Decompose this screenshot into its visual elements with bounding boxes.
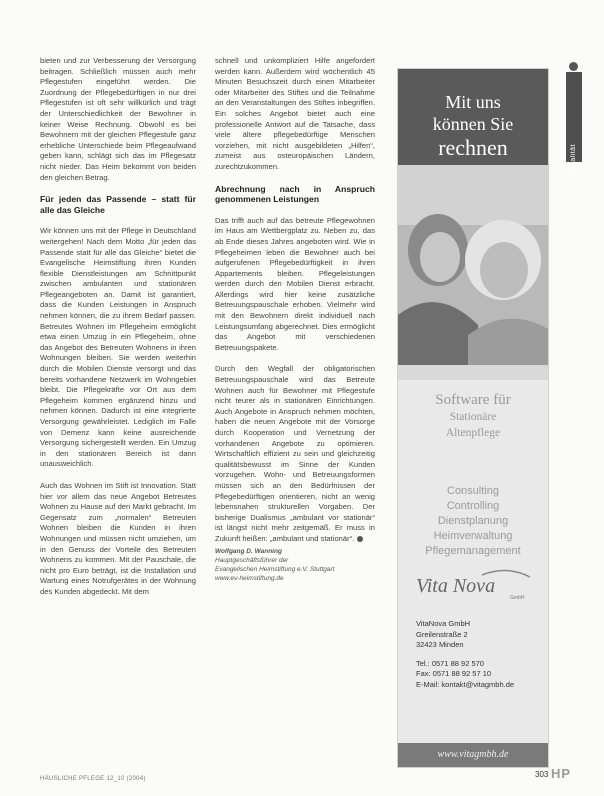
ad-service-item: Controlling [446,500,500,512]
ad-software-block [398,391,548,441]
ad-headline [398,69,548,165]
ad-service-item: Heimverwaltung [433,530,513,542]
section-tab [566,72,582,173]
logo-subtext: GmbH [510,595,525,601]
paragraph: schnell und unkompliziert Hilfe angefordert werden kann. Außerdem wird wöchentlich 45 Minuten Besuchszeit durch einen Mitarbeiter oder Mitarbeiter des Stiftes und die Teilnahme an den Veranstaltungen des Stiftes inbegriffen. Ein solches Angebot bietet auch eine professionelle Antwort auf die Tatsache, dass viele ältere pflegebedürftige Menschen vorziehen, mit nicht ausgebildeten „Hilfen“, zumeist aus osteuropäischen Ländern, zurechtzukommen. [215,56,375,171]
ad-software-line: Altenpflege [445,427,501,439]
ad-url-banner: www.vitagmbh.de [398,743,548,767]
section-heading: Für jeden das Passende – statt für alle das Gleiche [40,194,196,215]
section-heading: Abrechnung nach in Anspruch genommenen Leistungen [215,183,375,205]
text-column-left [40,56,196,598]
city: 32423 Minden [416,640,464,649]
seniors-photo-image [398,165,548,380]
fax: Fax: 0571 88 92 57 10 [416,669,492,678]
company-name: VitaNova GmbH [416,619,471,628]
paragraph: Das trifft auch auf das betreute Pflegewohnen im Haus am Wettbergplatz zu. Neben zu, das ab Ende dieses Jahres angeboten wird. Wie in Pflegeheimen leben die Bewohner auch bei aufgerufenen Pflegebedürftigkeit in ihren Appartements bleiben. Pflegeleistungen werden durch den Mobilen Dienst erbracht. Allerdings wird hier keine zusätzliche Betreuungspauschale erhoben. Vielmehr wird mit den Bewohnern direkt individuell nach Leistungsumfang abgerechnet. Dies ermöglicht das Angebot mit verschiedenen Betreuungspakete. [215,215,375,352]
ad-contact [416,619,546,690]
ad-headline-line: Mit uns [445,92,501,112]
email: E-Mail: kontakt@vitagmbh.de [416,679,515,689]
paragraph: bieten und zur Verbesserung der Versorgung beitragen. Schließlich müssen auch mehr Pflegestufen eingeführt werden. Die Zuordnung der Pflegebedürftigen in nur drei Pflegestufen ist oft sehr willkürlich und trägt der Unterschiedlichkeit der Bewohner in keiner Weise Rechnung. Obwohl es bei Bewohnern mit der gleichen Pflegestufe ganz erhebliche Unterschiede beim Pflegeaufwand geben kann, schlägt sich das im Pflegesatz nicht nieder. Das Heim bekommt von beiden den gleichen Betrag. [40,56,196,182]
author-role: Hauptgeschäftsführer der [215,556,289,564]
journal-logo: HP [551,766,572,781]
ad-service-item: Dienstplanung [437,515,509,527]
paragraph [215,364,375,544]
ad-photo [398,165,548,380]
street: Greilenstraße 2 [416,629,468,639]
end-mark-icon [357,536,363,542]
ad-software-line: Software für [435,392,511,408]
vitanova-logo [412,567,536,607]
phone: Tel.: 0571 88 92 570 [416,658,484,668]
paragraph: Auch das Wohnen im Stift ist Innovation. Statt hier vor allem das neue Angebot Betreutes Wohnen zu Hause auf den Markt gebracht. Im Gegensatz zum „normalen“ Betreuten Wohnen bleiben die Kunden in ihren Wohnungen und müssen nicht umziehen, um in den Genuss der Vorteile des Betreuten Wohnens zu kommen. Mit der Pauschale, die nicht pro Euro beträgt, ist die Installation und Wartung eines Notrufgerätes in der Wohnung des Kunden abgedeckt. Mit dem [40,480,196,596]
ad-services-list [398,484,548,559]
author-url: www.ev-heimstiftung.de [215,574,284,582]
ad-software-line: Stationäre [449,411,497,423]
author-name: Wolfgang D. Wanning [215,547,282,555]
author-block [215,547,375,583]
page-number: 303 [535,770,549,779]
section-tab-label: Qualität [570,144,577,173]
paragraph: Wir können uns mit der Pflege in Deutschland weitergehen! Nach dem Motto „für jeden das Passende statt für alle das Gleiche“ bietet die Evangelische Heimstiftung ihren Kunden flexible Dienstleistungen am Schnittpunkt zwischen ambulanten und stationären Pflegeangeboten an. Damit ist garantiert, dass die Kunden Leistungen in Anspruch nehmen können, die zu ihrem Bedarf passen. Betreutes Wohnen im Pflegeheim ermöglicht etwa einen Umzug in ein Pflegeheim, ohne das Angebot des Betreuten Wohnens in ihren Wohnungen bleiben. Sie werden weiterhin durch die Mobilen Dienste versorgt und das bereits vorhandene Netzwerk im Wohngebiet bleibt. Die Pflegekräfte vor Ort aus dem Pflegeheim kommen ergänzend hinzu und nehmen können. Dadurch ist eine integrierte Versorgung gewährleistet. Lediglich im Falle von Demenz kann keine ausreichende Versorgung sichergestellt werden. Ein Umzug in den stationären Bereich ist dann unausweichlich. [40,226,196,469]
author-org: Evangelischen Heimstiftung e.V. Stuttgart [215,565,335,573]
ad-headline-line: rechnen [438,135,508,160]
text-column-right [215,56,375,583]
logo-text: Vita Nova [416,575,496,597]
ad-service-item: Pflegemanagement [425,545,521,557]
journal-footer: HÄUSLICHE PFLEGE 12_10 (2004) [40,776,146,782]
section-dot-icon [569,62,578,71]
ad-service-item: Consulting [447,485,499,497]
advertisement [397,68,549,768]
ad-headline-line: können Sie [432,114,514,134]
paragraph-text: Durch den Wegfall der obligatorischen Betreuungspauschale wird das Betreute Wohnen auch für Bewohner mit Pflegestufe nicht teurer als in stationären Einrichtungen. Auch Angebote in Anspruch nehmen möchten, haben die neuen Angebote mit der Vorsorge durch Kooperation und Vernetzung der vorhandenen Angebote zu optimieren. Wirtschaftlich effizient zu sein und gleichzeitig qualitätsbewusst im Sinne der Kunden vorzugehen. Wohn- und Betreuungsformen müssen sich an den Bedürfnissen der Pflegebedürftigen orientieren, nicht an wenig lebensnahen strukturellen Vorgaben. Der bisherige Dualismus „ambulant vor stationär“ ist längst nicht mehr zeitgemäß. Er muss in Zukunft heißen: „ambulant und stationär“. [215,364,375,543]
